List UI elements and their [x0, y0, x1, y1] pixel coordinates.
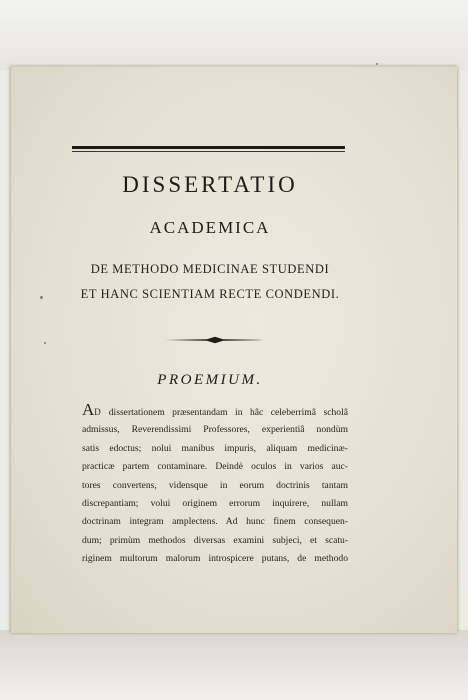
- body-paragraph: [82, 400, 348, 569]
- text-line-content: dissertationem præsentandam in hâc celeberrimâ scholâ: [108, 407, 348, 418]
- text-line: satis edoctus; nolui manibus impuris, aliquam medicinæ-: [82, 442, 348, 454]
- drop-cap-rest: D: [94, 407, 102, 417]
- text-line: riginem multorum malorum introspicere putans, de methodo: [82, 553, 348, 565]
- drop-cap: A: [82, 400, 95, 419]
- paper-speck: [44, 342, 46, 344]
- text-line: discrepantiam; volui originem errorum inquirere, nullam: [82, 497, 348, 509]
- text-line: practicæ partem contaminare. Deindè oculos in varios auc-: [82, 461, 348, 473]
- text-line: doctrinam integram amplectens. Ad hunc finem consequen-: [82, 516, 348, 528]
- page-subtitle: ACADEMICA: [149, 218, 271, 237]
- paper-speck: [376, 63, 378, 65]
- text-line: tores convertens, vidensque in eorum doctrinis tantam: [82, 479, 348, 491]
- text-line: dum; primùm methodos diversas examini subjeci, et scatu-: [82, 534, 348, 546]
- ornament-divider: [165, 336, 265, 344]
- header-double-rule: [72, 146, 345, 152]
- section-heading: PROEMIUM.: [157, 372, 263, 388]
- text-line: admissus, Reverendissimi Professores, experientiâ nondùm: [82, 424, 348, 436]
- title-line-science: ET HANC SCIENTIAM RECTE CONDENDI.: [80, 287, 340, 301]
- backdrop-top: [0, 0, 468, 70]
- page-title: DISSERTATIO: [122, 172, 298, 197]
- backdrop-bottom: [0, 630, 468, 700]
- text-line: [82, 400, 348, 421]
- title-line-method: DE METHODO MEDICINAE STUDENDI: [90, 262, 330, 276]
